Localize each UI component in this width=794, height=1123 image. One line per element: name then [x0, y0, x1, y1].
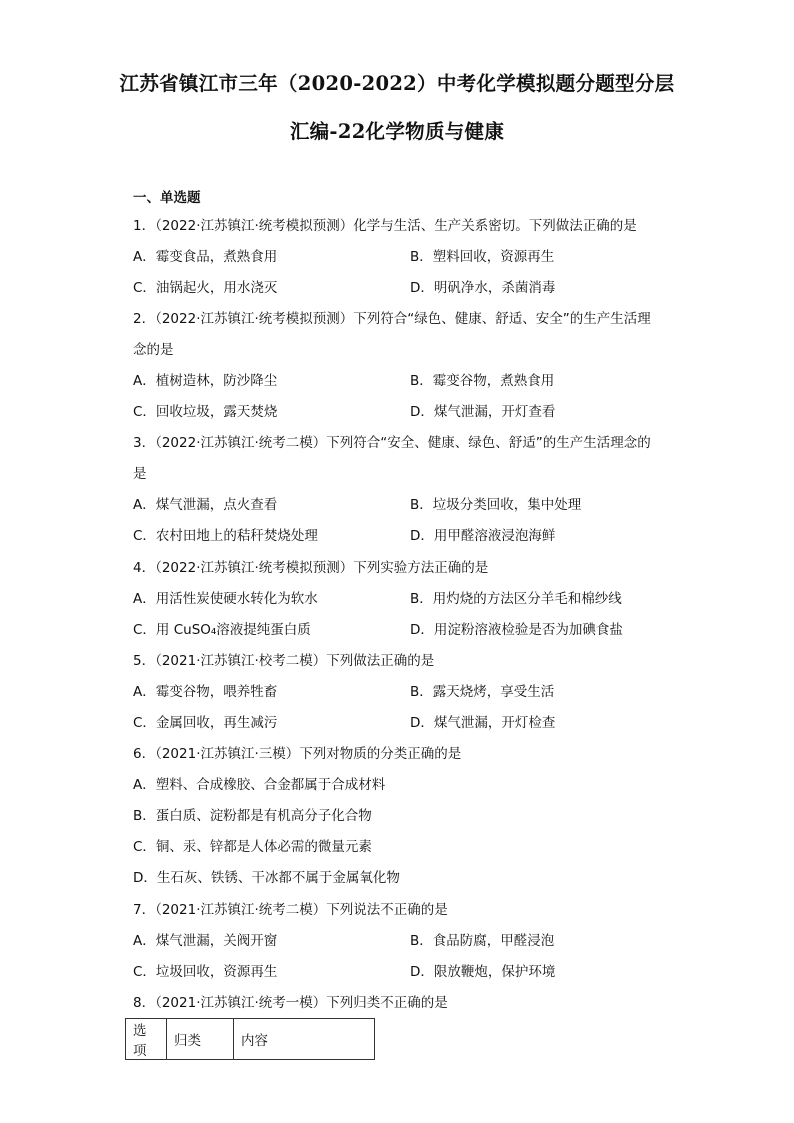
question-7-option-d: D．限放鞭炮，保护环境 — [410, 964, 556, 980]
question-4-option-b: B．用灼烧的方法区分羊毛和棉纱线 — [410, 591, 622, 607]
question-1-option-a: A．霉变食品，煮熟食用 — [133, 249, 278, 265]
question-1-option-c: C．油锅起火，用水浇灭 — [133, 280, 278, 296]
table-header-option: 选项 — [126, 1019, 167, 1060]
question-5-option-c: C．金属回收，再生减污 — [133, 715, 278, 731]
table-header-row — [126, 1019, 375, 1060]
section-heading: 一、单选题 — [133, 190, 201, 206]
question-3-option-c: C．农村田地上的秸秆焚烧处理 — [133, 528, 318, 544]
question-5-option-b: B．露天烧烤，享受生活 — [410, 684, 555, 700]
question-4-option-c: C．用 CuSO₄溶液提纯蛋白质 — [133, 622, 311, 638]
question-6-option-b: B．蛋白质、淀粉都是有机高分子化合物 — [133, 808, 372, 824]
question-6-stem: 6．（2021·江苏镇江·三模）下列对物质的分类正确的是 — [133, 746, 462, 762]
question-6-option-c: C．铜、汞、锌都是人体必需的微量元素 — [133, 839, 372, 855]
question-3-option-b: B．垃圾分类回收，集中处理 — [410, 497, 582, 513]
question-5-option-a: A．霉变谷物，喂养牲畜 — [133, 684, 278, 700]
classification-table — [125, 1018, 375, 1060]
question-6-option-a: A．塑料、合成橡胶、合金都属于合成材料 — [133, 777, 386, 793]
question-7-option-b: B．食品防腐，甲醛浸泡 — [410, 933, 555, 949]
question-5-stem: 5．（2021·江苏镇江·校考二模）下列做法正确的是 — [133, 653, 435, 669]
question-3-stem-cont: 是 — [133, 466, 147, 482]
question-1-option-b: B．塑料回收，资源再生 — [410, 249, 555, 265]
question-2-option-c: C．回收垃圾，露天焚烧 — [133, 404, 278, 420]
question-6-option-d: D．生石灰、铁锈、干冰都不属于金属氧化物 — [133, 870, 400, 886]
document-title-line-2: 汇编-22化学物质与健康 — [289, 120, 505, 143]
question-4-option-a: A．用活性炭使硬水转化为软水 — [133, 591, 318, 607]
question-3-stem: 3．（2022·江苏镇江·统考二模）下列符合“安全、健康、绿色、舒适”的生产生活理念的 — [133, 435, 651, 451]
question-2-stem: 2．（2022·江苏镇江·统考模拟预测）下列符合“绿色、健康、舒适、安全”的生产生活理 — [133, 311, 651, 327]
question-7-option-a: A．煤气泄漏，关阀开窗 — [133, 933, 278, 949]
question-7-stem: 7．（2021·江苏镇江·统考二模）下列说法不正确的是 — [133, 902, 448, 918]
question-1-stem: 1．（2022·江苏镇江·统考模拟预测）化学与生活、生产关系密切。下列做法正确的是 — [133, 218, 637, 234]
table-header-category: 归类 — [167, 1019, 234, 1060]
question-4-option-d: D．用淀粉溶液检验是否为加碘食盐 — [410, 622, 623, 638]
question-2-option-d: D．煤气泄漏，开灯查看 — [410, 404, 556, 420]
question-3-option-a: A．煤气泄漏，点火查看 — [133, 497, 278, 513]
question-8-stem: 8．（2021·江苏镇江·统考一模）下列归类不正确的是 — [133, 995, 448, 1011]
question-4-stem: 4．（2022·江苏镇江·统考模拟预测）下列实验方法正确的是 — [133, 560, 489, 576]
question-1-option-d: D．明矾净水，杀菌消毒 — [410, 280, 556, 296]
question-5-option-d: D．煤气泄漏，开灯检查 — [410, 715, 556, 731]
question-2-option-a: A．植树造林，防沙降尘 — [133, 373, 278, 389]
question-2-stem-cont: 念的是 — [133, 342, 174, 358]
question-2-option-b: B．霉变谷物，煮熟食用 — [410, 373, 555, 389]
document-title-line-1: 江苏省镇江市三年（2020-2022）中考化学模拟题分题型分层 — [119, 72, 675, 95]
table-header-content: 内容 — [234, 1019, 375, 1060]
question-7-option-c: C．垃圾回收，资源再生 — [133, 964, 278, 980]
question-3-option-d: D．用甲醛溶液浸泡海鲜 — [410, 528, 556, 544]
